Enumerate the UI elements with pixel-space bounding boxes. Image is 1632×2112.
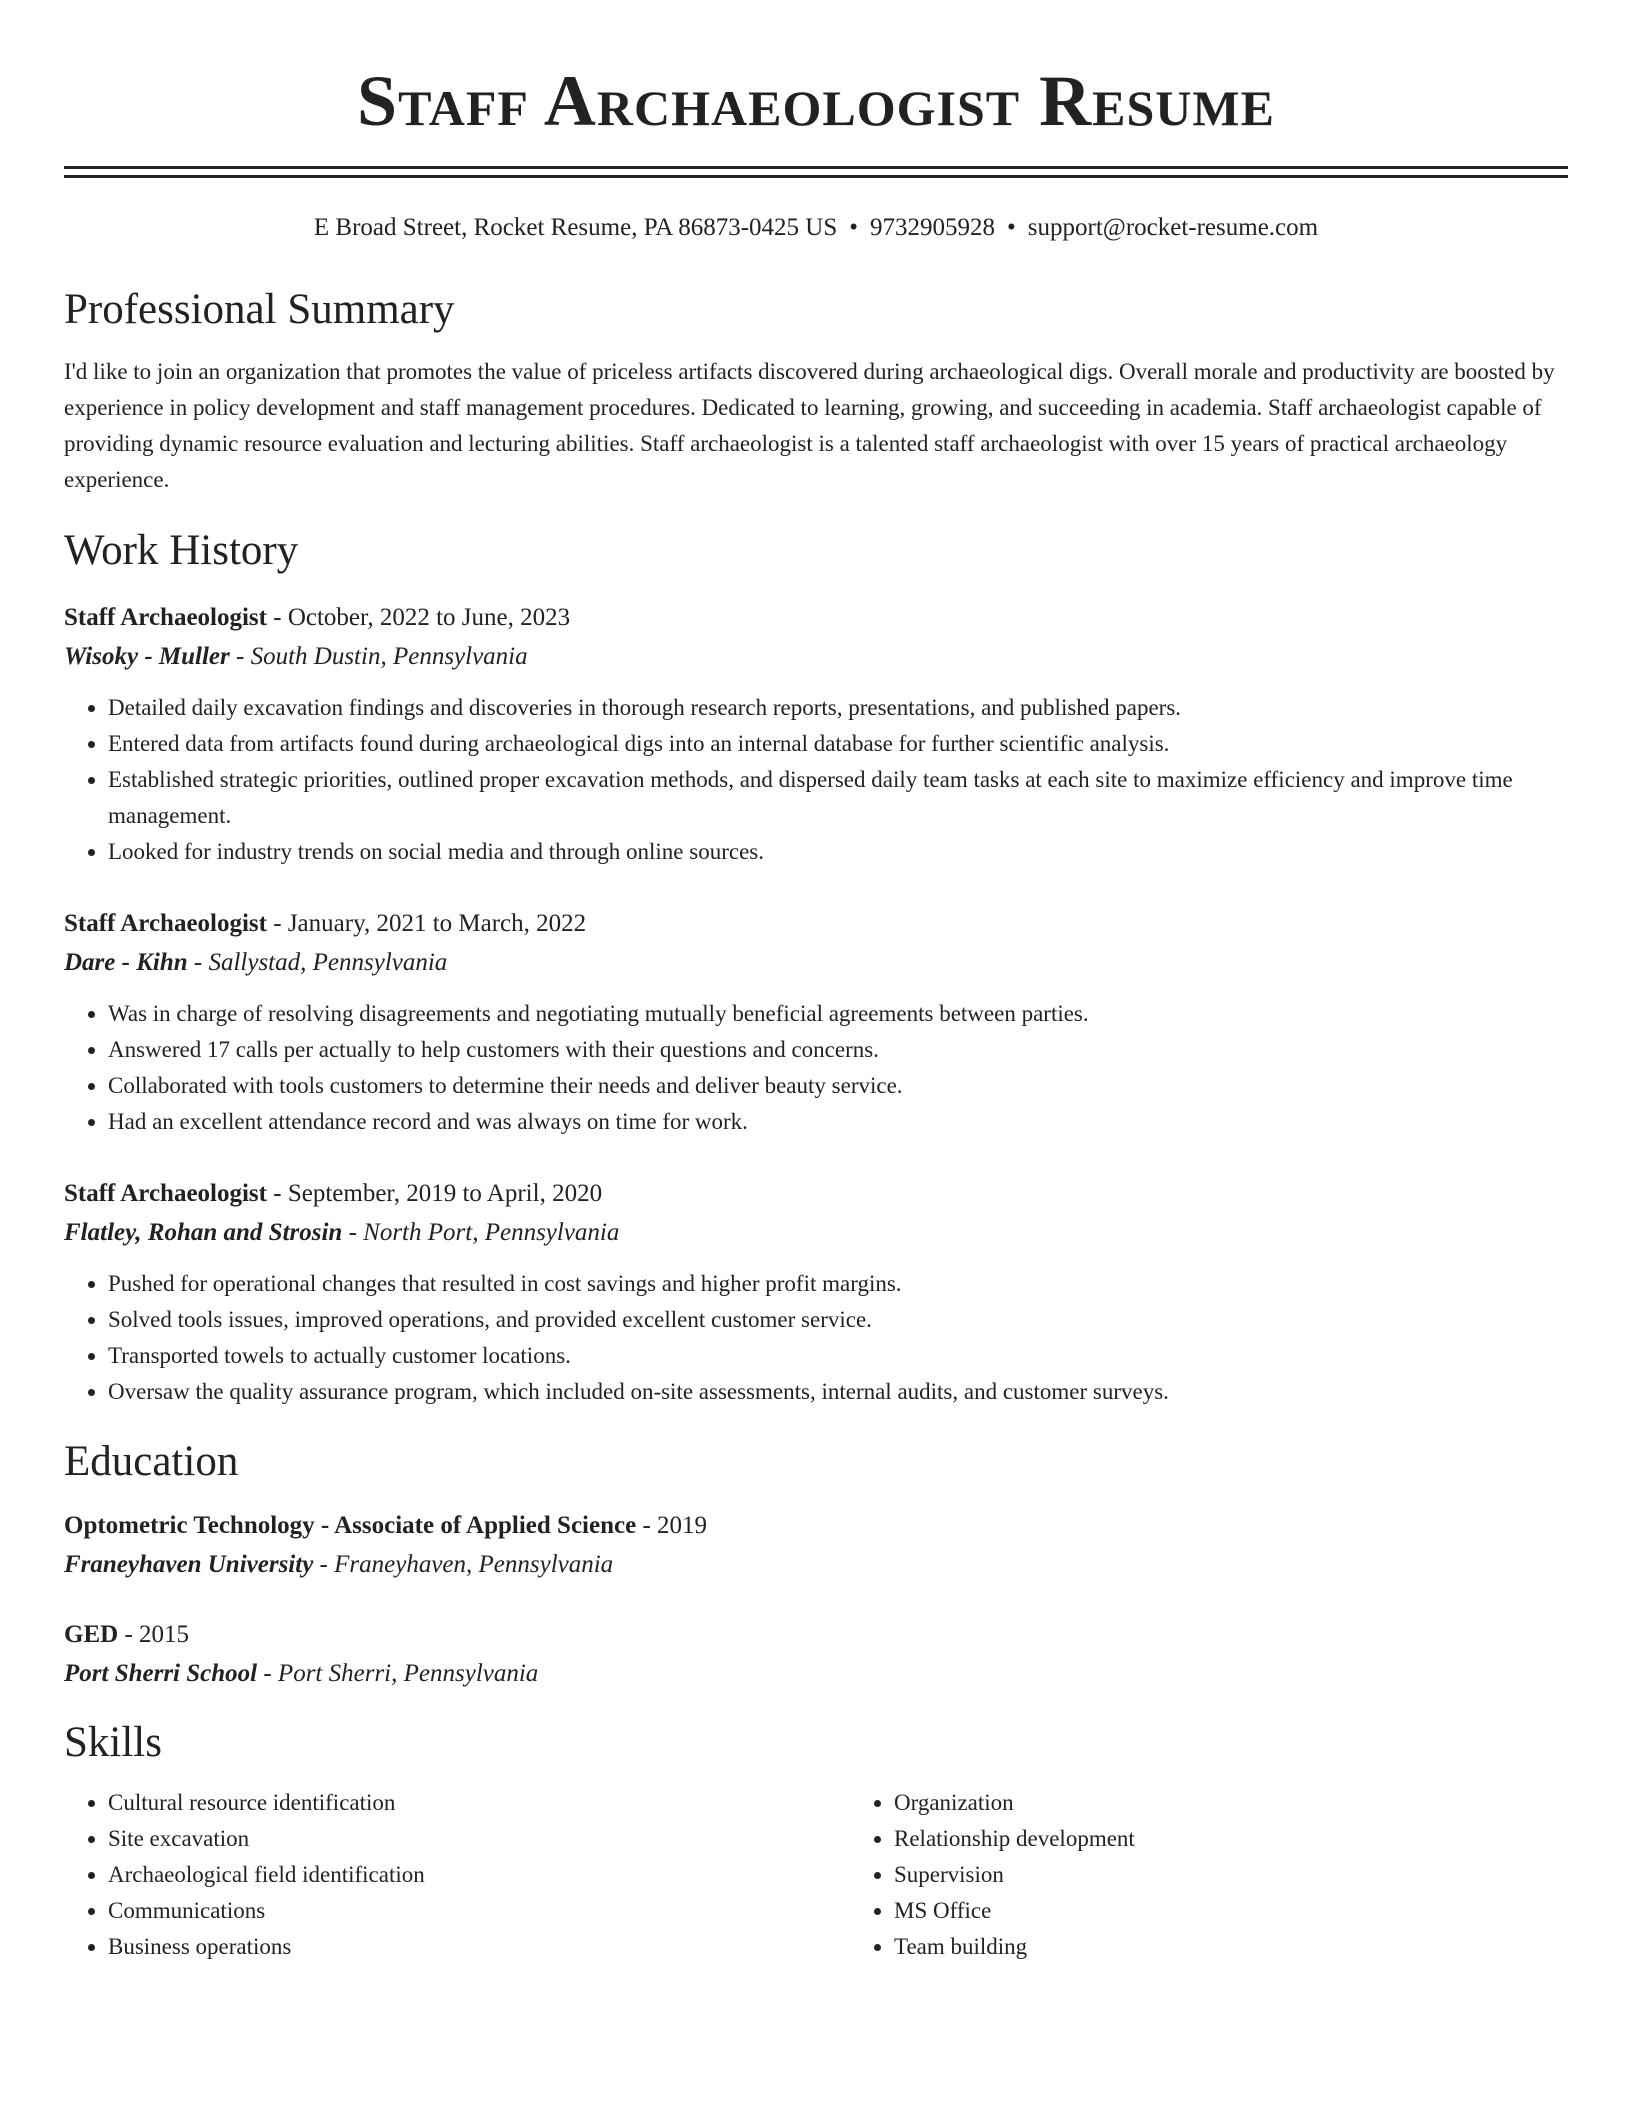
education-location: - Franeyhaven, Pennsylvania <box>313 1551 614 1578</box>
education-degree-line <box>64 1506 1568 1545</box>
skill-item: • Business operations <box>108 1929 850 1965</box>
job-company: Dare - Kihn <box>64 949 188 976</box>
education-location: - Port Sherri, Pennsylvania <box>257 1660 539 1687</box>
job-bullet: • Pushed for operational changes that resulted in cost savings and higher profit margins. <box>108 1266 1568 1302</box>
education-entry <box>64 1615 1568 1693</box>
job-bullets <box>64 690 1568 870</box>
job-bullet: • Was in charge of resolving disagreements and negotiating mutually beneficial agreements between parties. <box>108 996 1568 1032</box>
job-location: - Sallystad, Pennsylvania <box>187 949 448 976</box>
job-entry <box>64 904 1568 1140</box>
work-history-heading: Work History <box>64 527 299 574</box>
education-degree: Optometric Technology - Associate of Applied Science <box>64 1512 637 1539</box>
page-title: Staff Archaeologist Resume <box>357 61 1275 141</box>
job-employer-line <box>64 637 1568 676</box>
contact-separator: • <box>849 214 859 241</box>
title-divider-bottom <box>64 175 1568 178</box>
skill-item: • Archaeological field identification <box>108 1857 850 1893</box>
education-year: - 2019 <box>636 1512 708 1539</box>
job-bullet: • Had an excellent attendance record and was always on time for work. <box>108 1104 1568 1140</box>
job-title: Staff Archaeologist <box>64 1180 267 1207</box>
job-employer-line <box>64 943 1568 982</box>
job-employer-line <box>64 1213 1568 1252</box>
education-school: Franeyhaven University <box>64 1551 314 1578</box>
education-year: - 2015 <box>118 1621 190 1648</box>
job-location: - South Dustin, Pennsylvania <box>229 643 528 670</box>
contact-line <box>64 212 1568 244</box>
skill-item: • Cultural resource identification <box>108 1785 850 1821</box>
job-location: - North Port, Pennsylvania <box>342 1219 620 1246</box>
skills-list-right <box>850 1785 1632 1965</box>
contact-separator: • <box>1007 214 1016 241</box>
summary-text: I'd like to join an organization that promotes the value of priceless artifacts discovered during archaeological digs. Overall morale and productivity are boosted by experience in policy development and staff management procedures. Dedicated to learning, growing, and succeeding in academia. Staff archaeologist capable of providing dynamic resource evaluation and lecturing abilities. Staff archaeologist is a talented staff archaeologist with over 15 years of practical archaeology experience. <box>64 359 1555 492</box>
job-entry <box>64 1174 1568 1410</box>
education-entry <box>64 1506 1568 1584</box>
job-bullet: • Entered data from artifacts found during archaeological digs into an internal database for further scientific analysis. <box>108 726 1568 762</box>
job-bullet: • Oversaw the quality assurance program, which included on-site assessments, internal audits, and customer surveys. <box>108 1374 1568 1410</box>
title-divider-top <box>64 166 1568 169</box>
education-degree-line <box>64 1615 1568 1654</box>
job-title-line <box>64 598 1568 637</box>
job-title: Staff Archaeologist <box>64 910 267 937</box>
skills-columns <box>64 1785 1568 1965</box>
job-company: Wisoky - Muller <box>64 643 230 670</box>
contact-email[interactable]: support@rocket-resume.com <box>1027 214 1319 241</box>
job-dates: - September, 2019 to April, 2020 <box>267 1180 603 1207</box>
job-title: Staff Archaeologist <box>64 604 267 631</box>
summary-heading: Professional Summary <box>64 286 455 333</box>
skill-item: • MS Office <box>894 1893 1632 1929</box>
skill-item: • Organization <box>894 1785 1632 1821</box>
contact-phone: 9732905928 <box>870 214 996 241</box>
skill-item: • Communications <box>108 1893 850 1929</box>
job-bullet: • Looked for industry trends on social media and through online sources. <box>108 834 1568 870</box>
skills-list-left <box>64 1785 850 1965</box>
education-degree: GED <box>64 1621 119 1648</box>
job-bullet: • Answered 17 calls per actually to help customers with their questions and concerns. <box>108 1032 1568 1068</box>
job-dates: - October, 2022 to June, 2023 <box>267 604 571 631</box>
job-bullet: • Established strategic priorities, outlined proper excavation methods, and dispersed daily team tasks at each site to maximize efficiency and improve time management. <box>108 762 1568 834</box>
education-school-line <box>64 1545 1568 1584</box>
job-company: Flatley, Rohan and Strosin <box>64 1219 343 1246</box>
job-bullet: • Collaborated with tools customers to determine their needs and deliver beauty service. <box>108 1068 1568 1104</box>
job-entry <box>64 598 1568 870</box>
education-school: Port Sherri School <box>64 1660 258 1687</box>
education-school-line <box>64 1654 1568 1693</box>
contact-address: E Broad Street, Rocket Resume, PA 86873-0425 US <box>313 214 838 241</box>
job-bullet: • Transported towels to actually customer locations. <box>108 1338 1568 1374</box>
skills-heading: Skills <box>64 1719 162 1766</box>
skill-item: • Site excavation <box>108 1821 850 1857</box>
skill-item: • Team building <box>894 1929 1632 1965</box>
job-bullets <box>64 996 1568 1140</box>
job-bullets <box>64 1266 1568 1410</box>
skill-item: • Supervision <box>894 1857 1632 1893</box>
job-bullet: • Detailed daily excavation findings and discoveries in thorough research reports, presentations, and published papers. <box>108 690 1568 726</box>
skill-item: • Relationship development <box>894 1821 1632 1857</box>
job-bullet: • Solved tools issues, improved operations, and provided excellent customer service. <box>108 1302 1568 1338</box>
job-title-line <box>64 1174 1568 1213</box>
education-heading: Education <box>64 1438 239 1485</box>
job-dates: - January, 2021 to March, 2022 <box>267 910 587 937</box>
job-title-line <box>64 904 1568 943</box>
